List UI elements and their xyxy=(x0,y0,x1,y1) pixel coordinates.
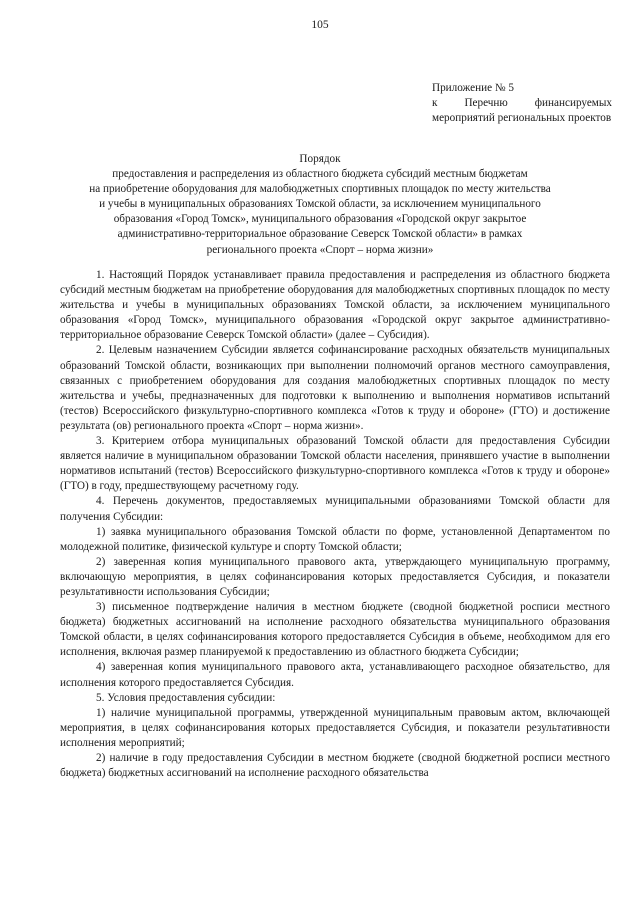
paragraph: 5. Условия предоставления субсидии: xyxy=(96,691,276,704)
paragraph: 2) заверенная копия муниципального правового акта, утверждающего муниципальную программу, включающую мероприятия, в целях софинансирования которых предоставляется Субсидия, и показатели результативности использования Субсидии; xyxy=(60,555,610,598)
paragraph: 2. Целевым назначением Субсидии является софинансирование расходных обязательств муниципальных образований Томской области, возникающих при выполнении полномочий органов местного самоуправления, связанных с приобретением оборудования для создания малобюджетных спортивных площадок по месту жительства и учебы, предназначенных для подготовки к выполнению и выполнения нормативов испытаний (тестов) Всероссийского физкультурно-спортивного комплекса «Готов к труду и обороне» (ГТО) и достижение результата (ов) регионального проекта «Спорт – норма жизни». xyxy=(60,344,610,432)
document-subtitle: предоставления и распределения из областного бюджета субсидий местным бюджетам на приобретение оборудования для малобюджетных спортивных площадок по месту жительства и учебы в муниципальных образованиях Томской области, за исключением муниципального образования «Город Томск», муниципального образования «Городской округ закрытое административно-территориальное образование Северск Томской области» в рамках регионального проекта «Спорт – норма жизни» xyxy=(89,168,551,256)
document-body xyxy=(60,268,610,781)
appendix-note xyxy=(432,81,612,126)
page-number: 105 xyxy=(311,19,329,31)
paragraph: 4. Перечень документов, предоставляемых муниципальными образованиями Томской области для получения Субсидии: xyxy=(60,495,610,523)
paragraph: 2) наличие в году предоставления Субсидии в местном бюджете (сводной бюджетной росписи местного бюджета) бюджетных ассигнований на исполнение расходного обязательства xyxy=(60,752,610,780)
paragraph: 4) заверенная копия муниципального правового акта, устанавливающего расходное обязательство, для исполнения которого предоставляется Субсидия. xyxy=(60,661,610,689)
document-heading xyxy=(40,152,600,258)
paragraph: 1) наличие муниципальной программы, утвержденной муниципальным правовым актом, включающей мероприятия, в целях софинансирования которых предоставляется Субсидия, и показатели результативности исполнения мероприятий; xyxy=(60,706,610,749)
document-title: Порядок xyxy=(299,153,341,165)
appendix-line: к Перечню финансируемых мероприятий региональных проектов xyxy=(432,97,612,124)
paragraph: 3) письменное подтверждение наличия в местном бюджете (сводной бюджетной росписи местного бюджета) бюджетных ассигнований на исполнение расходного обязательства муниципального образования Томской области, в целях софинансирования которого предоставляется Субсидия в объеме, необходимом для его исполнения, включая размер планируемой к предоставлению из областного бюджета Субсидии; xyxy=(60,601,610,659)
paragraph: 3. Критерием отбора муниципальных образований Томской области для предоставления Субсидии является наличие в муниципальном образовании Томской области населения, принявшего участие в выполнении нормативов испытаний (тестов) Всероссийского физкультурно-спортивного комплекса «Готов к труду и обороне» (ГТО) в году, предшествующему расчетному году. xyxy=(60,435,610,493)
appendix-line: Приложение № 5 xyxy=(432,82,514,94)
paragraph: 1) заявка муниципального образования Томской области по форме, установленной Департаментом по молодежной политике, физической культуре и спорту Томской области; xyxy=(60,525,610,553)
paragraph: 1. Настоящий Порядок устанавливает правила предоставления и распределения из областного бюджета субсидий местным бюджетам на приобретение оборудования для малобюджетных спортивных площадок по месту жительства и учебы в муниципальных образованиях Томской области, за исключением муниципального образования «Город Томск», муниципального образования «Городской округ закрытое административно-территориальное образование Северск Томской области» (далее – Субсидия). xyxy=(60,269,610,342)
